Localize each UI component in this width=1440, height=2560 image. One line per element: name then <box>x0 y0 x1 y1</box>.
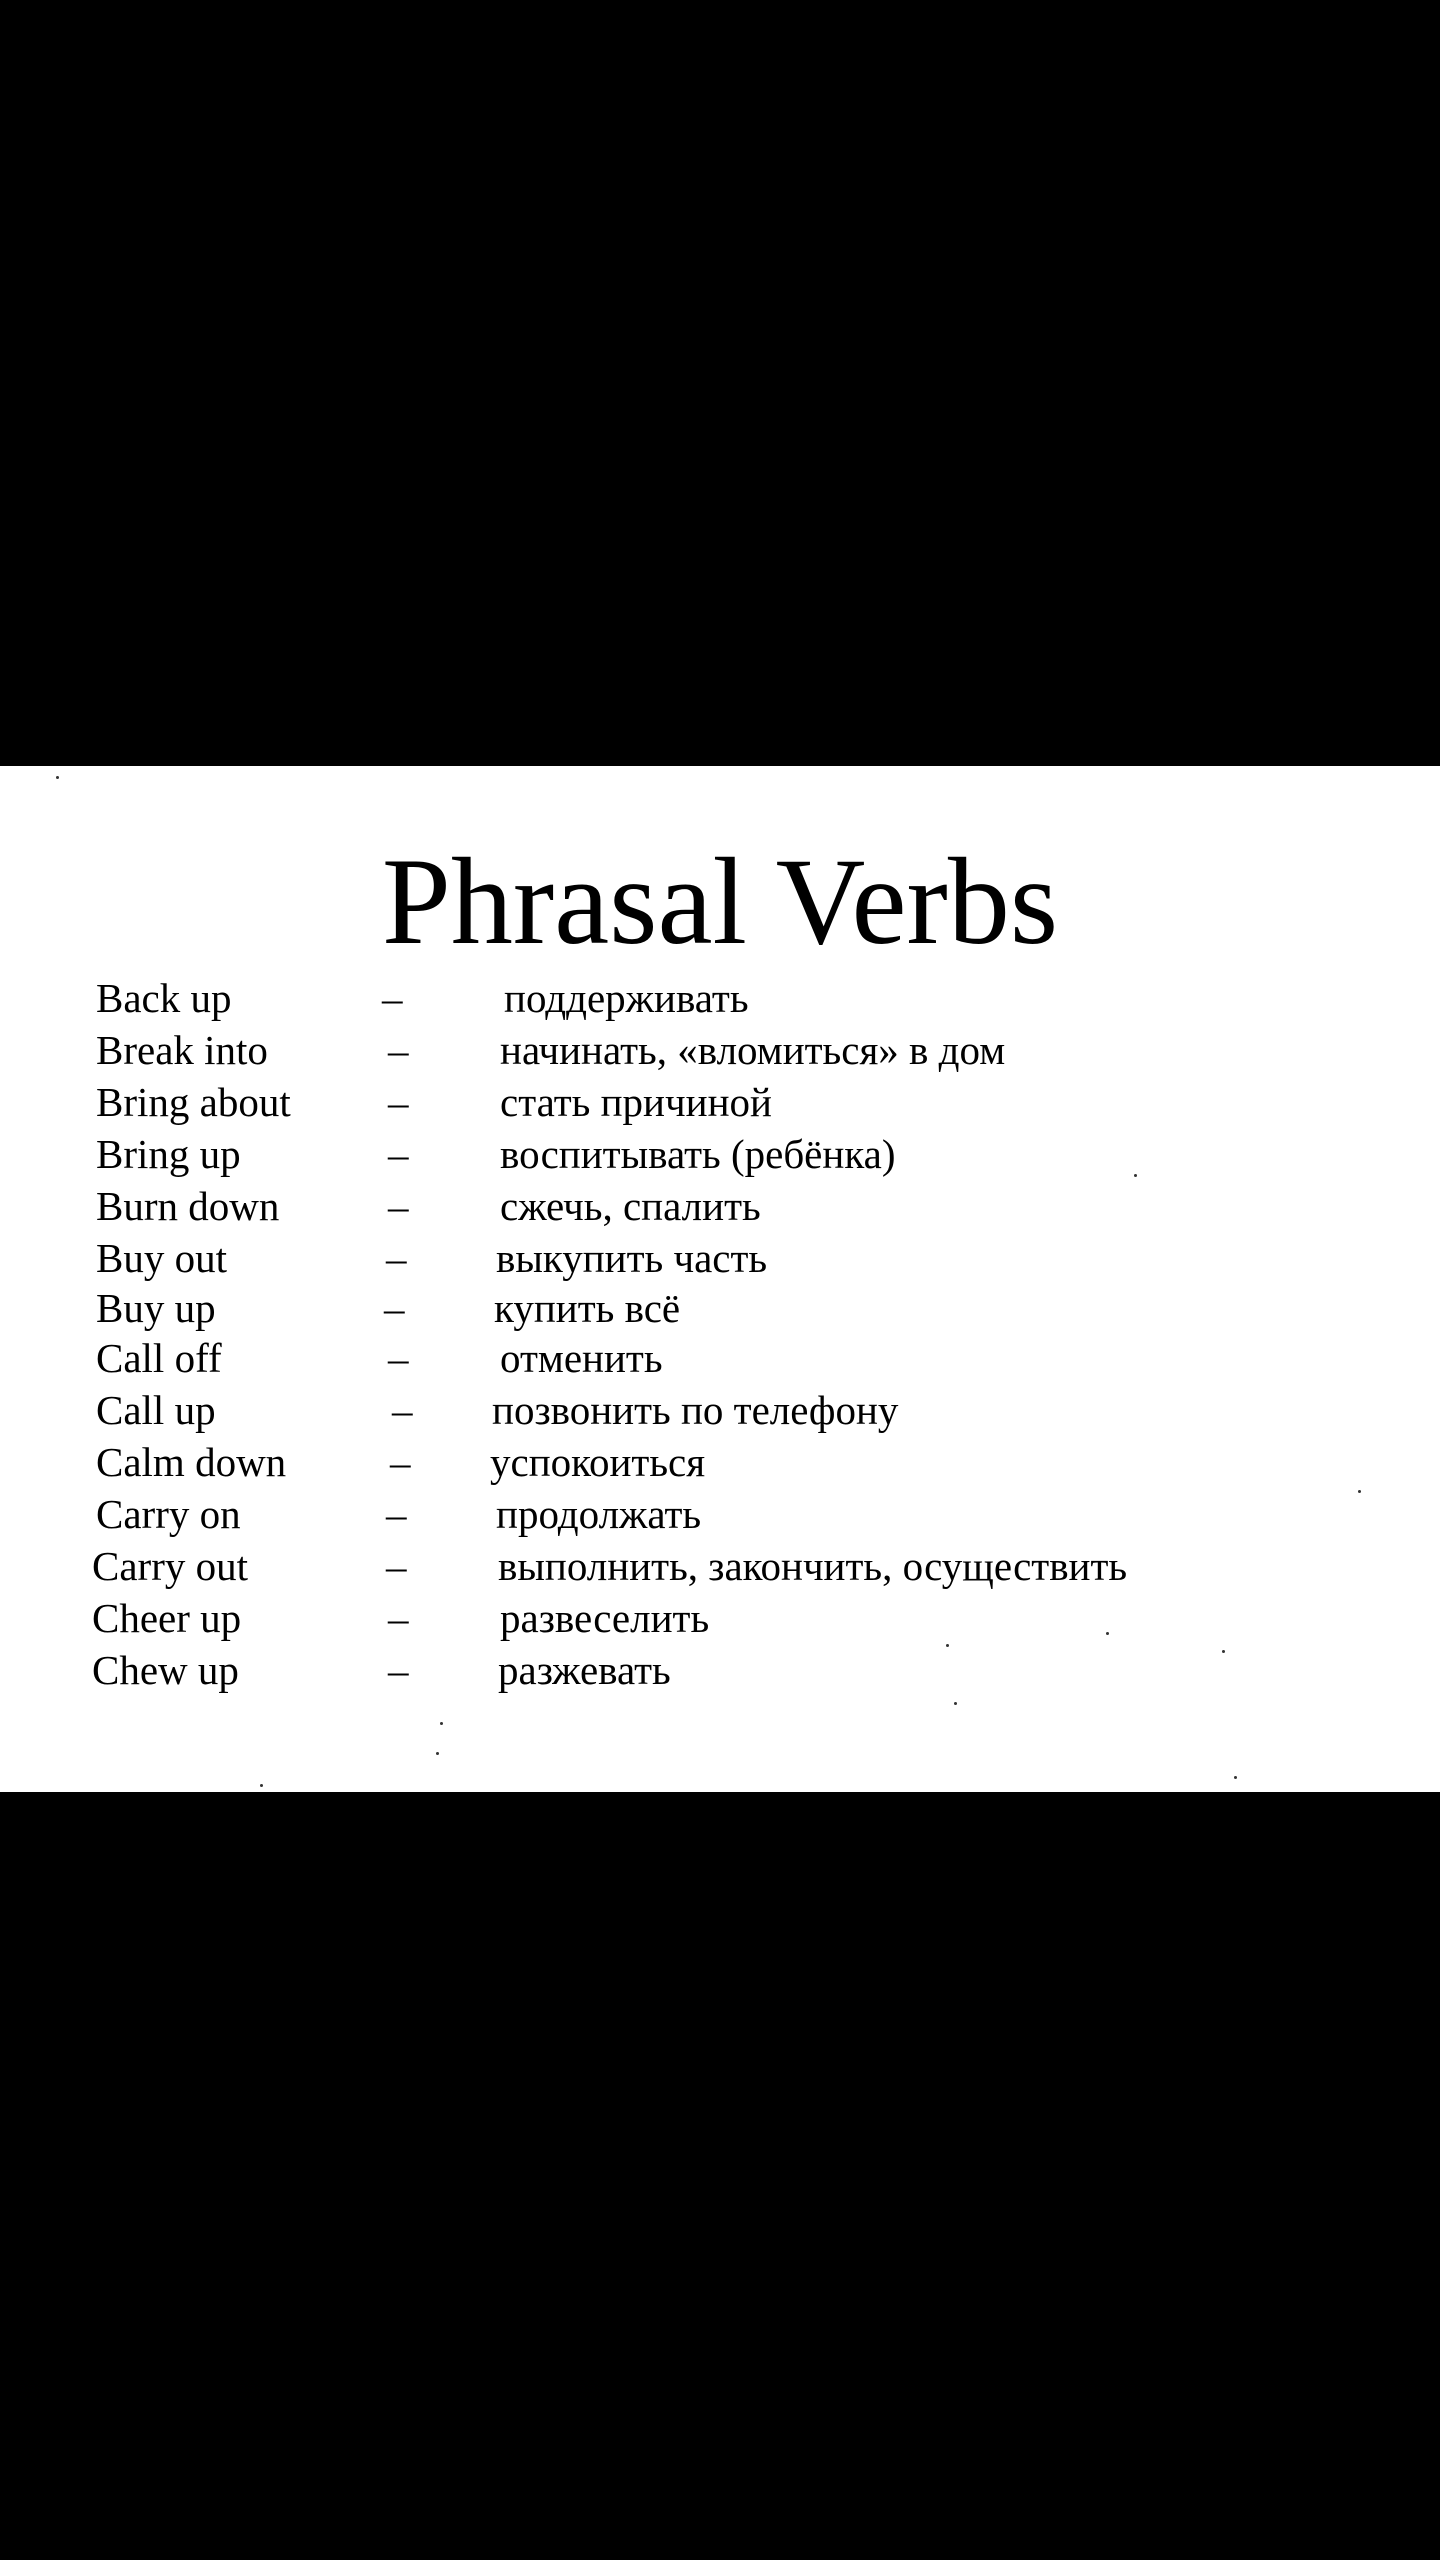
verb-translation: разжевать <box>498 1647 671 1693</box>
verb-term: Call up <box>96 1387 216 1433</box>
verb-translation: успокоиться <box>490 1439 706 1485</box>
scanned-page <box>0 766 1440 1792</box>
list-item <box>0 1180 1440 1232</box>
verb-term: Calm down <box>96 1439 287 1485</box>
dash-separator: – <box>386 1235 407 1281</box>
verb-term: Cheer up <box>92 1595 242 1641</box>
scan-speck <box>56 776 59 779</box>
dash-separator: – <box>388 1027 409 1073</box>
list-item <box>0 1332 1440 1384</box>
verb-translation: поддерживать <box>504 975 749 1021</box>
list-item <box>0 1282 1440 1334</box>
dash-separator: – <box>388 1183 409 1229</box>
page-title: Phrasal Verbs <box>381 833 1059 970</box>
verb-translation: отменить <box>500 1335 663 1381</box>
list-item <box>0 1540 1440 1592</box>
scan-speck <box>436 1752 439 1755</box>
verb-term: Buy out <box>96 1235 227 1281</box>
dash-separator: – <box>388 1647 409 1693</box>
top-letterbox <box>0 0 1440 766</box>
dash-separator: – <box>382 975 403 1021</box>
scan-speck <box>440 1722 443 1725</box>
list-item <box>0 1488 1440 1540</box>
scan-speck <box>1106 1632 1109 1635</box>
list-item <box>0 1232 1440 1284</box>
scan-speck <box>1358 1490 1361 1493</box>
verb-term: Chew up <box>92 1647 239 1693</box>
dash-separator: – <box>390 1439 411 1485</box>
dash-separator: – <box>388 1335 409 1381</box>
verb-term: Break into <box>96 1027 268 1073</box>
dash-separator: – <box>388 1131 409 1177</box>
scan-speck <box>1134 1174 1137 1177</box>
verb-translation: купить всё <box>494 1285 681 1331</box>
list-item <box>0 1384 1440 1436</box>
verb-translation: сжечь, спалить <box>500 1183 761 1229</box>
scan-speck <box>1222 1650 1225 1653</box>
verb-term: Buy up <box>96 1285 216 1331</box>
scan-speck <box>946 1644 949 1647</box>
verb-translation: начинать, «вломиться» в дом <box>500 1027 1006 1073</box>
verb-term: Call off <box>96 1335 222 1381</box>
verb-term: Back up <box>96 975 232 1021</box>
list-item <box>0 1128 1440 1180</box>
list-item <box>0 1076 1440 1128</box>
verb-translation: позвонить по телефону <box>492 1387 899 1433</box>
scan-speck <box>260 1784 263 1787</box>
dash-separator: – <box>392 1387 413 1433</box>
list-item <box>0 1436 1440 1488</box>
verb-translation: продолжать <box>496 1491 702 1537</box>
verb-translation: выкупить часть <box>496 1235 768 1281</box>
scan-speck <box>954 1702 957 1705</box>
verb-term: Carry on <box>96 1491 241 1537</box>
dash-separator: – <box>388 1079 409 1125</box>
list-item <box>0 1592 1440 1644</box>
verb-term: Bring up <box>96 1131 241 1177</box>
list-item <box>0 972 1440 1024</box>
verb-term: Bring about <box>96 1079 291 1125</box>
verb-term: Burn down <box>96 1183 280 1229</box>
dash-separator: – <box>386 1543 407 1589</box>
verb-translation: развеселить <box>500 1595 710 1641</box>
list-item <box>0 1024 1440 1076</box>
dash-separator: – <box>384 1285 405 1331</box>
dash-separator: – <box>386 1491 407 1537</box>
bottom-letterbox <box>0 1792 1440 2560</box>
verb-term: Carry out <box>92 1543 248 1589</box>
verb-translation: воспитывать (ребёнка) <box>500 1131 896 1177</box>
dash-separator: – <box>388 1595 409 1641</box>
verb-translation: стать причиной <box>500 1079 772 1125</box>
scan-speck <box>1234 1776 1237 1779</box>
verb-translation: выполнить, закончить, осуществить <box>498 1543 1128 1589</box>
